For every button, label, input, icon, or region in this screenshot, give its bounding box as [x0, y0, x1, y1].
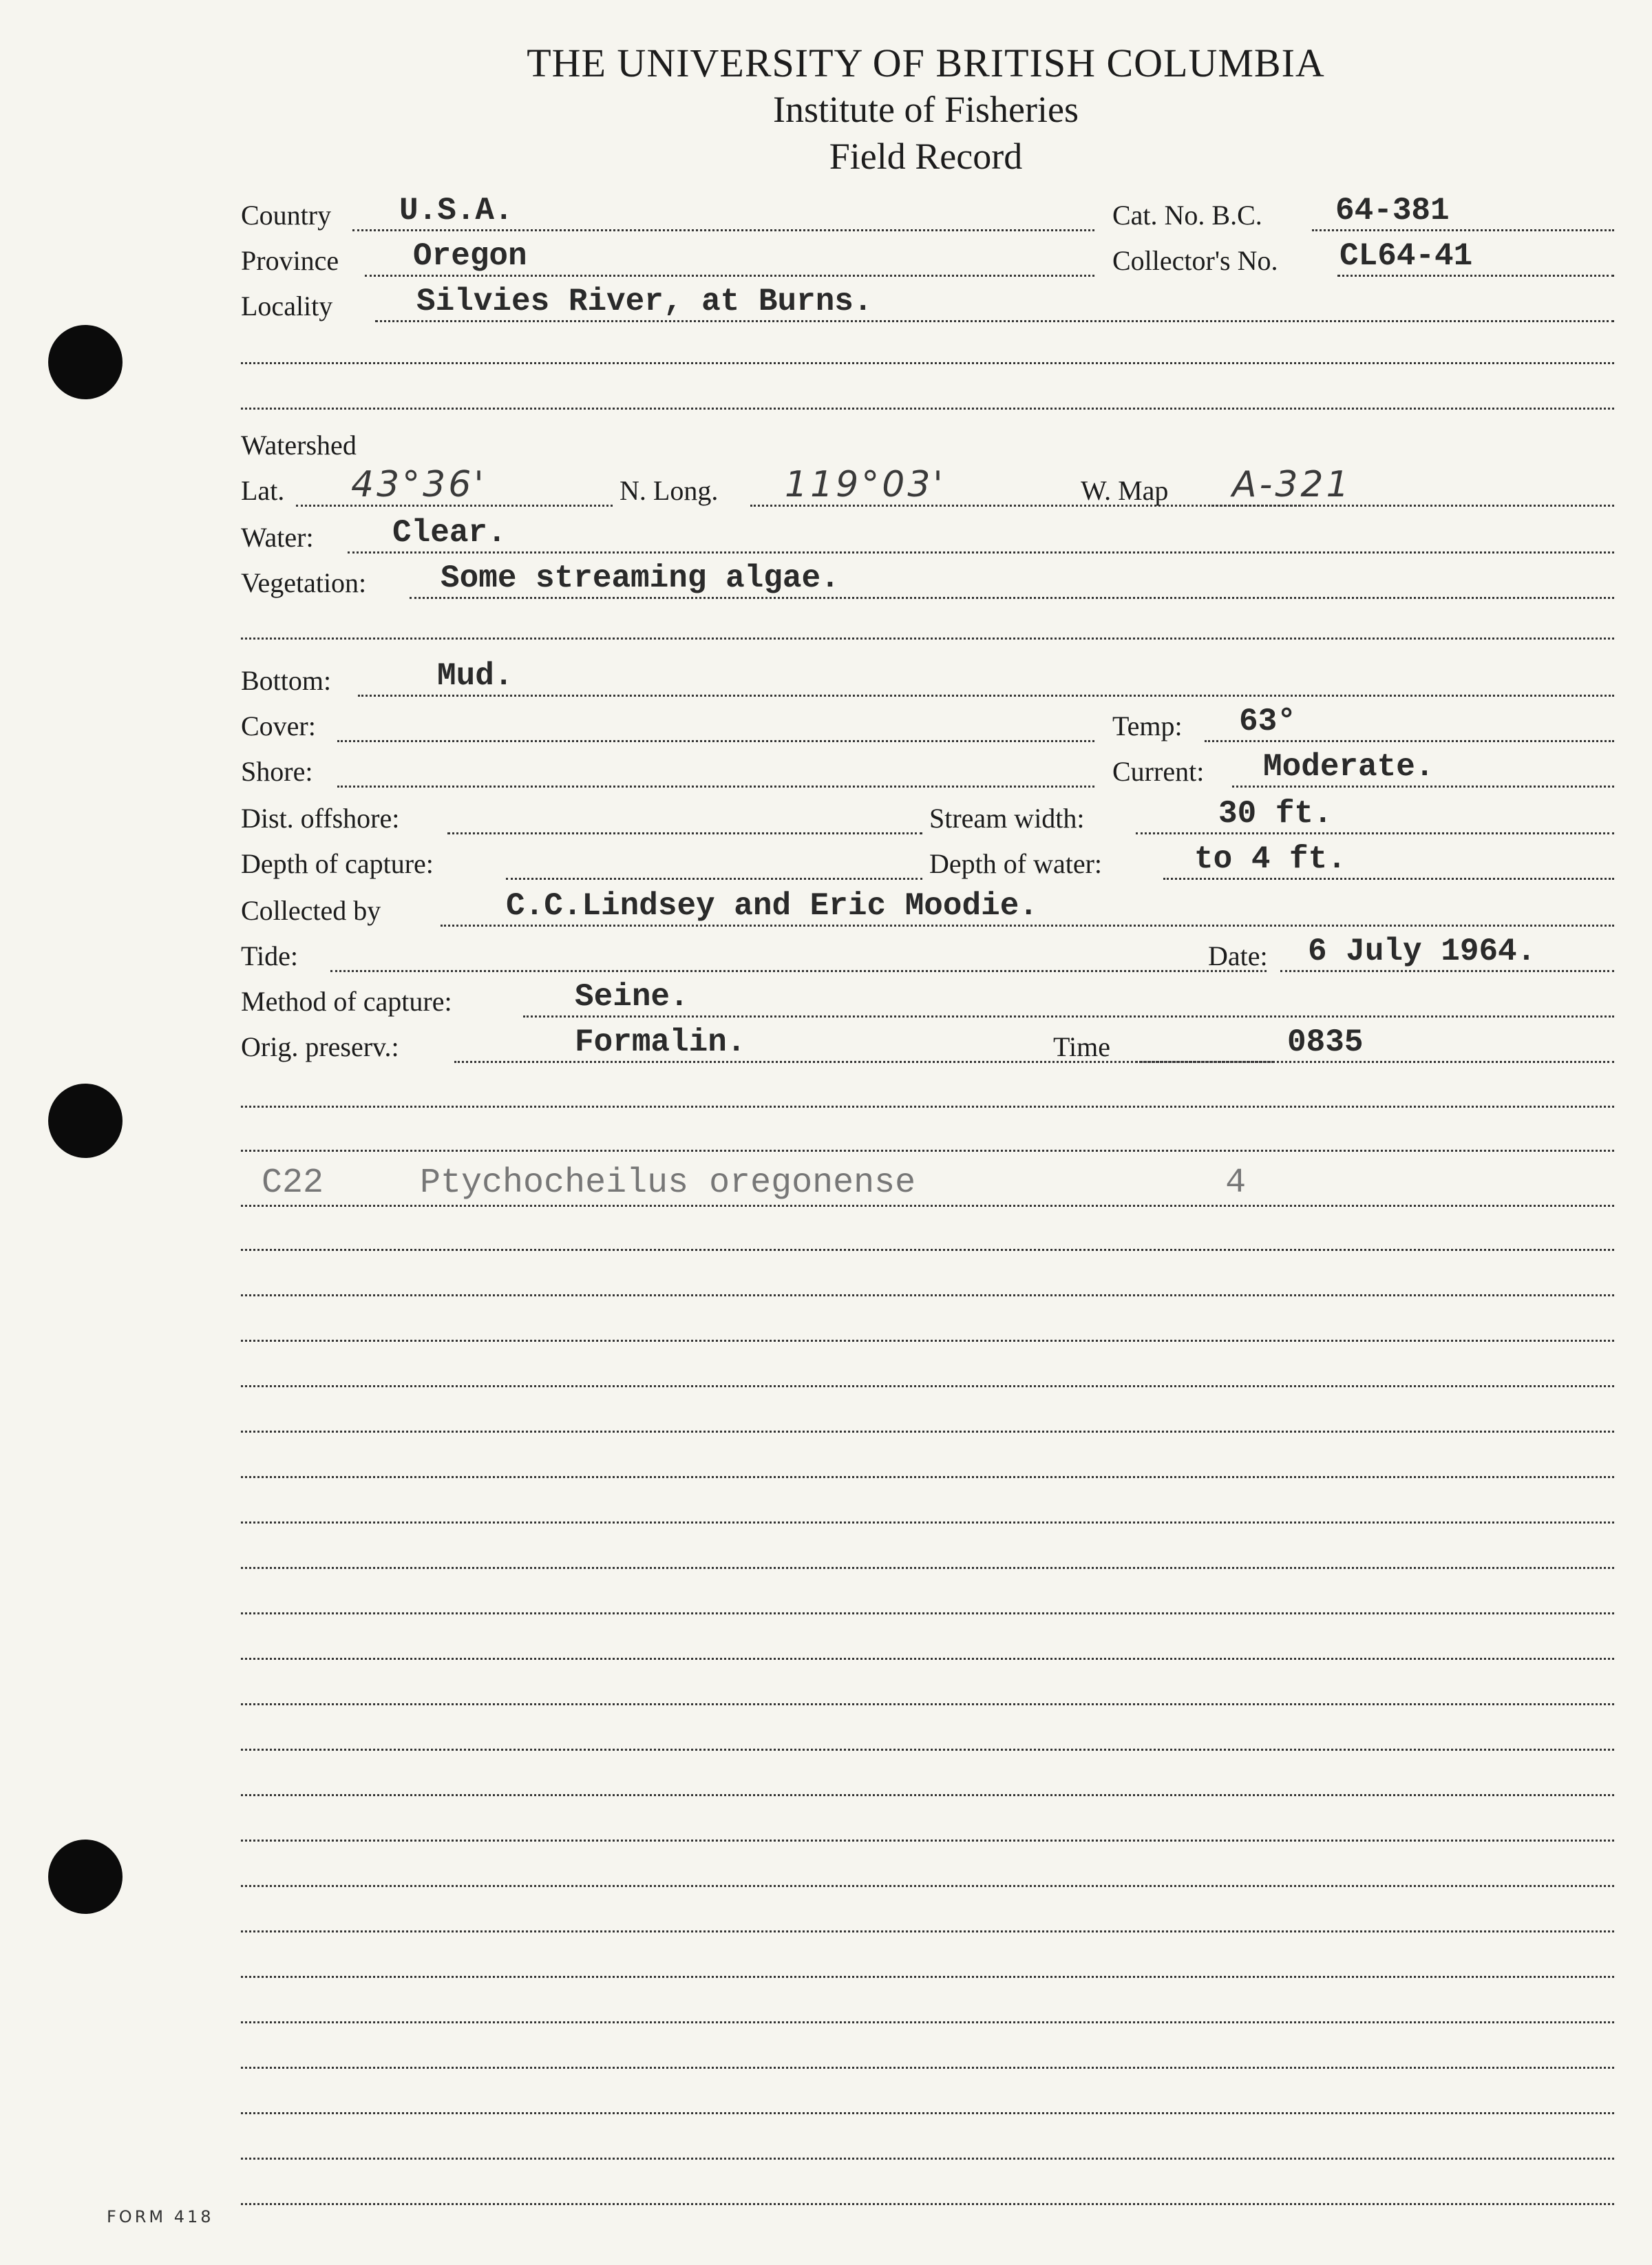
cat-no-value[interactable]: 64-381: [1335, 193, 1450, 229]
bottom-label: Bottom:: [241, 665, 332, 696]
blank-line: [241, 1840, 1614, 1842]
locality-extra-line: [241, 362, 1614, 364]
blank-line: [241, 1567, 1614, 1569]
method-row: [241, 980, 1614, 1022]
method-value[interactable]: Seine.: [575, 979, 689, 1015]
punch-hole-middle: [48, 1084, 123, 1158]
collector-no-value[interactable]: CL64-41: [1339, 238, 1473, 274]
blank-line: [241, 1205, 1614, 1207]
cat-no-label: Cat. No. B.C.: [1112, 200, 1262, 231]
depth-water-label: Depth of water:: [929, 848, 1103, 879]
specimen-species: Ptychocheilus oregonense: [420, 1163, 916, 1203]
blank-line: [241, 1703, 1614, 1705]
preserv-label: Orig. preserv.:: [241, 1031, 399, 1062]
blank-line: [241, 1294, 1614, 1296]
depth-capture-label: Depth of capture:: [241, 848, 434, 879]
depth-water-value[interactable]: to 4 ft.: [1194, 841, 1346, 877]
locality-extra-line: [241, 408, 1614, 410]
blank-line: [241, 1150, 1614, 1152]
preserv-row: [241, 1026, 1614, 1067]
lat-label: Lat.: [241, 475, 285, 506]
specimen-entry: [262, 1163, 1246, 1203]
blank-line: [241, 1249, 1614, 1251]
current-value[interactable]: Moderate.: [1263, 749, 1434, 785]
blank-line: [241, 2158, 1614, 2160]
country-row: [241, 194, 1614, 235]
blank-line: [241, 1658, 1614, 1660]
time-value[interactable]: 0835: [1287, 1024, 1364, 1060]
blank-line: [241, 1749, 1614, 1751]
temp-value[interactable]: 63°: [1239, 704, 1296, 739]
temp-label: Temp:: [1112, 710, 1183, 741]
cover-row: [241, 705, 1614, 746]
locality-row: [241, 285, 1614, 326]
dist-offshore-label: Dist. offshore:: [241, 803, 400, 834]
vegetation-extra-line: [241, 638, 1614, 640]
collected-by-label: Collected by: [241, 895, 381, 926]
stream-width-label: Stream width:: [929, 803, 1085, 834]
bottom-row: [241, 660, 1614, 701]
dist-offshore-row: [241, 797, 1614, 839]
water-row: [241, 516, 1614, 558]
blank-line: [241, 1976, 1614, 1978]
punch-hole-top: [48, 325, 123, 399]
depth-row: [241, 843, 1614, 884]
province-value[interactable]: Oregon: [413, 238, 527, 274]
blank-line: [241, 1612, 1614, 1614]
province-row: [241, 240, 1614, 281]
country-label: Country: [241, 200, 332, 231]
vegetation-label: Vegetation:: [241, 567, 367, 598]
water-label: Water:: [241, 522, 314, 553]
bottom-value[interactable]: Mud.: [437, 658, 513, 694]
institute-subtitle: Institute of Fisheries: [773, 89, 1079, 130]
blank-line: [241, 1794, 1614, 1796]
collected-by-value[interactable]: C.C.Lindsey and Eric Moodie.: [506, 888, 1038, 924]
water-value[interactable]: Clear.: [392, 515, 507, 551]
country-value[interactable]: U.S.A.: [399, 193, 513, 229]
blank-line: [241, 1476, 1614, 1478]
province-label: Province: [241, 245, 339, 276]
blank-line: [241, 2067, 1614, 2069]
blank-line: [241, 2203, 1614, 2205]
form-number: FORM 418: [107, 2207, 214, 2226]
stream-width-value[interactable]: 30 ft.: [1218, 796, 1333, 832]
watershed-row: [241, 424, 1614, 465]
specimen-code: C22: [262, 1163, 324, 1203]
form-title: Field Record: [829, 136, 1023, 177]
long-value[interactable]: 119°03': [785, 464, 946, 505]
blank-line: [241, 1106, 1614, 1108]
blank-line: [241, 1885, 1614, 1887]
lat-long-row: [241, 464, 1614, 511]
blank-line: [241, 1521, 1614, 1524]
blank-line: [241, 1431, 1614, 1433]
punch-hole-bottom: [48, 1840, 123, 1914]
locality-value[interactable]: Silvies River, at Burns.: [416, 284, 873, 319]
cover-label: Cover:: [241, 710, 316, 741]
blank-line: [241, 1385, 1614, 1387]
current-label: Current:: [1112, 756, 1205, 787]
collected-by-row: [241, 889, 1614, 931]
w-map-label: W. Map: [1081, 475, 1169, 506]
blank-line: [241, 1930, 1614, 1932]
date-label: Date:: [1208, 940, 1268, 971]
preserv-value[interactable]: Formalin.: [575, 1024, 746, 1060]
shore-label: Shore:: [241, 756, 313, 787]
method-label: Method of capture:: [241, 986, 452, 1017]
n-long-label: N. Long.: [620, 475, 719, 506]
blank-line: [241, 2021, 1614, 2023]
shore-row: [241, 750, 1614, 792]
date-value[interactable]: 6 July 1964.: [1308, 934, 1536, 969]
blank-line: [241, 2112, 1614, 2114]
collector-no-label: Collector's No.: [1112, 245, 1278, 276]
specimen-count: 4: [1225, 1163, 1247, 1203]
locality-label: Locality: [241, 291, 333, 322]
time-label: Time: [1053, 1031, 1111, 1062]
blank-line: [241, 1340, 1614, 1342]
tide-label: Tide:: [241, 940, 299, 971]
lat-value[interactable]: 43°36': [351, 464, 487, 505]
tide-row: [241, 935, 1614, 976]
university-title: THE UNIVERSITY OF BRITISH COLUMBIA: [527, 41, 1325, 85]
watershed-label: Watershed: [241, 430, 357, 461]
vegetation-row: [241, 562, 1614, 603]
vegetation-value[interactable]: Some streaming algae.: [441, 560, 840, 596]
map-value[interactable]: A-321: [1232, 464, 1352, 505]
